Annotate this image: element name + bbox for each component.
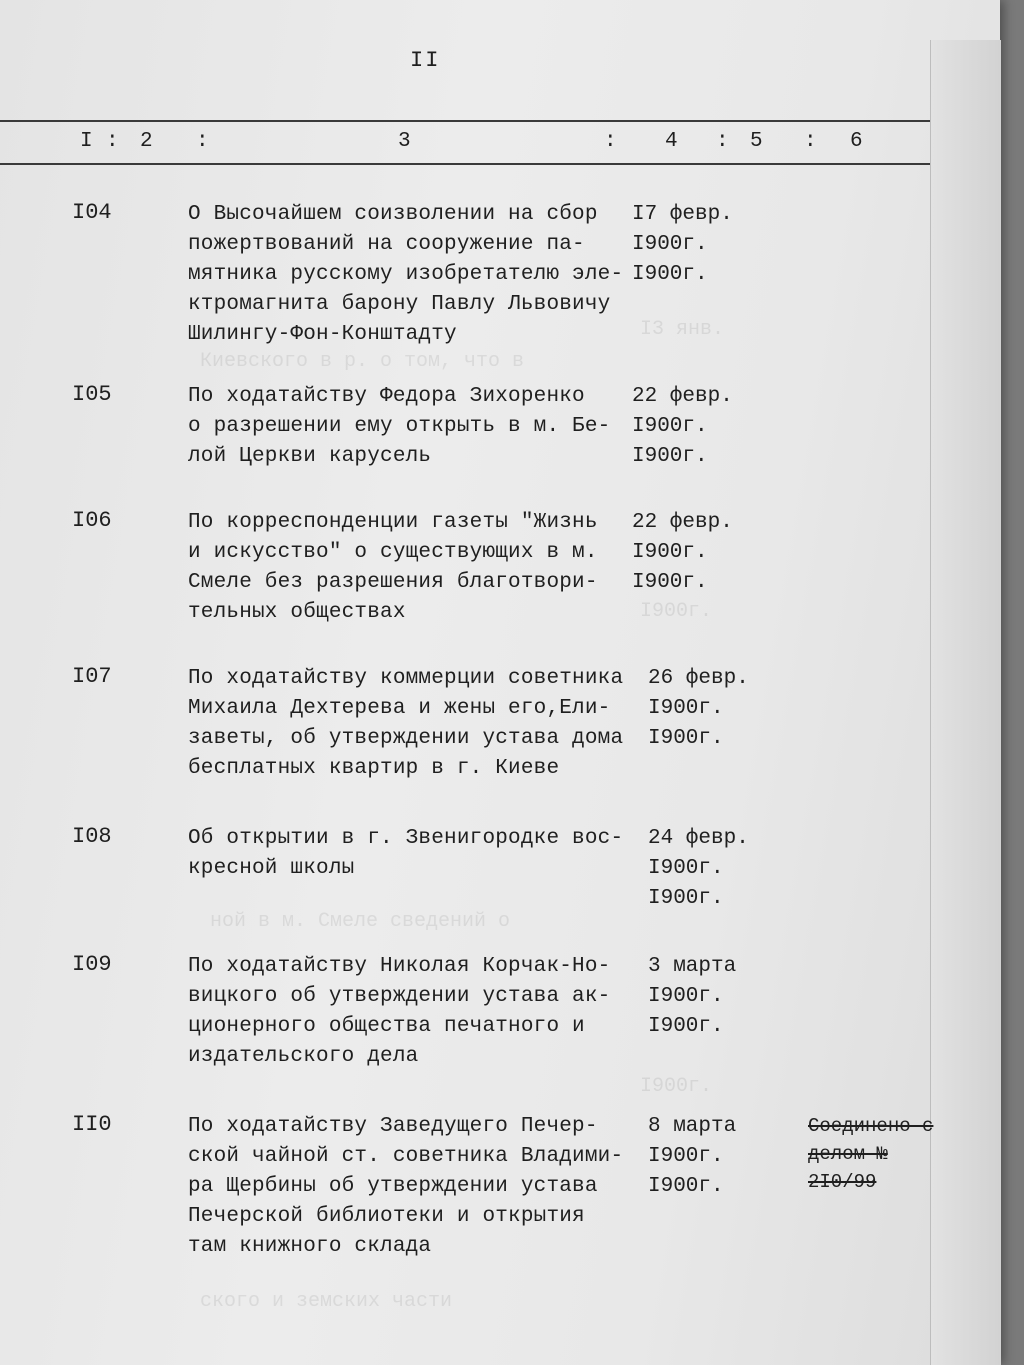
- title-line: тельных обществах: [188, 601, 406, 624]
- entry-dates: [648, 824, 778, 914]
- entry-dates: [632, 200, 762, 290]
- title-line: Смеле без разрешения благотвори-: [188, 571, 598, 594]
- title-line: там книжного склада: [188, 1235, 432, 1258]
- entry-number: I09: [72, 952, 112, 977]
- bleed-through-text: ной в м. Смеле сведений о: [210, 910, 511, 933]
- column-header-5: 5: [750, 130, 763, 153]
- entry-title: [188, 664, 638, 784]
- title-line: бесплатных квартир в г. Киеве: [188, 757, 560, 780]
- column-header-4: 4: [665, 130, 678, 153]
- struck-out-note: [808, 1112, 958, 1196]
- title-line: ской чайной ст. советника Владими-: [188, 1145, 624, 1168]
- entry-title: [188, 200, 638, 350]
- column-header-6: 6: [850, 130, 863, 153]
- column-separator: :: [716, 130, 729, 153]
- entry-number: I05: [72, 382, 112, 407]
- entry-number: I04: [72, 200, 112, 225]
- title-line: По ходатайству Николая Корчак-Но-: [188, 955, 611, 978]
- entry-dates: [648, 664, 778, 754]
- entry-dates: [648, 952, 778, 1042]
- end-year: I900г.: [632, 263, 708, 286]
- title-line: издательского дела: [188, 1045, 419, 1068]
- note-line: Соединено с: [808, 1115, 934, 1137]
- title-line: вицкого об утверждении устава ак-: [188, 985, 611, 1008]
- end-year: I900г.: [632, 445, 708, 468]
- column-header-1: I: [80, 130, 93, 153]
- start-date: 3 марта: [648, 955, 737, 978]
- title-line: О Высочайшем соизволении на сбор: [188, 203, 598, 226]
- bleed-through-text: I900г.: [640, 600, 713, 623]
- title-line: заветы, об утверждении устава дома: [188, 727, 624, 750]
- start-date: 8 марта: [648, 1115, 737, 1138]
- title-line: мятника русскому изобретателю эле-: [188, 263, 624, 286]
- title-line: ционерного общества печатного и: [188, 1015, 585, 1038]
- start-year: I900г.: [632, 541, 708, 564]
- column-header-3: 3: [398, 130, 411, 153]
- title-line: ра Щербины об утверждении устава: [188, 1175, 598, 1198]
- start-year: I900г.: [632, 415, 708, 438]
- start-year: I900г.: [648, 697, 724, 720]
- title-line: ктромагнита барону Павлу Львовичу: [188, 293, 611, 316]
- end-year: I900г.: [648, 1175, 724, 1198]
- start-year: I900г.: [648, 1145, 724, 1168]
- start-year: I900г.: [648, 985, 724, 1008]
- bleed-through-text: ского и земских части: [200, 1290, 453, 1313]
- bleed-through-text: І3 янв.: [640, 318, 725, 341]
- entry-number: I07: [72, 664, 112, 689]
- entry-number: I08: [72, 824, 112, 849]
- column-separator: :: [604, 130, 617, 153]
- entry-dates: [632, 382, 762, 472]
- entry-title: [188, 508, 638, 628]
- entry-title: [188, 382, 638, 472]
- title-line: кресной школы: [188, 857, 355, 880]
- note-line: делом №: [808, 1143, 888, 1165]
- title-line: лой Церкви карусель: [188, 445, 432, 468]
- start-year: I900г.: [648, 857, 724, 880]
- page-number: II: [410, 48, 441, 73]
- end-year: I900г.: [632, 571, 708, 594]
- start-date: 22 февр.: [632, 385, 733, 408]
- entry-dates: [648, 1112, 778, 1202]
- entry-dates: [632, 508, 762, 598]
- start-date: 24 февр.: [648, 827, 749, 850]
- header-rule-bottom: [0, 163, 930, 165]
- title-line: По корреспонденции газеты "Жизнь: [188, 511, 598, 534]
- header-rule-top: [0, 120, 930, 122]
- title-line: пожертвований на сооружение па-: [188, 233, 585, 256]
- title-line: По ходатайству Заведущего Печер-: [188, 1115, 598, 1138]
- note-line: 2I0/99: [808, 1171, 877, 1193]
- end-year: I900г.: [648, 727, 724, 750]
- title-line: Об открытии в г. Звенигородке вос-: [188, 827, 624, 850]
- column-separator: :: [804, 130, 817, 153]
- start-date: 22 февр.: [632, 511, 733, 534]
- column-separator: :: [196, 130, 209, 153]
- start-year: I900г.: [632, 233, 708, 256]
- title-line: о разрешении ему открыть в м. Бе-: [188, 415, 611, 438]
- title-line: По ходатайству Федора Зихоренко: [188, 385, 585, 408]
- entry-title: [188, 824, 638, 884]
- entry-title: [188, 952, 638, 1072]
- start-date: I7 февр.: [632, 203, 733, 226]
- entry-title: [188, 1112, 638, 1262]
- bleed-through-text: Киевского в р. о том, что в: [200, 350, 525, 373]
- entry-number: I06: [72, 508, 112, 533]
- title-line: Печерской библиотеки и открытия: [188, 1205, 585, 1228]
- title-line: По ходатайству коммерции советника: [188, 667, 624, 690]
- start-date: 26 февр.: [648, 667, 749, 690]
- title-line: Шилингу-Фон-Конштадту: [188, 323, 457, 346]
- bleed-through-text: I900г.: [640, 1075, 713, 1098]
- end-year: I900г.: [648, 1015, 724, 1038]
- entry-number: II0: [72, 1112, 112, 1137]
- title-line: и искусство" о существующих в м.: [188, 541, 598, 564]
- end-year: I900г.: [648, 887, 724, 910]
- title-line: Михаила Дехтерева и жены его,Ели-: [188, 697, 611, 720]
- column-header-2: 2: [140, 130, 153, 153]
- column-separator: :: [106, 130, 119, 153]
